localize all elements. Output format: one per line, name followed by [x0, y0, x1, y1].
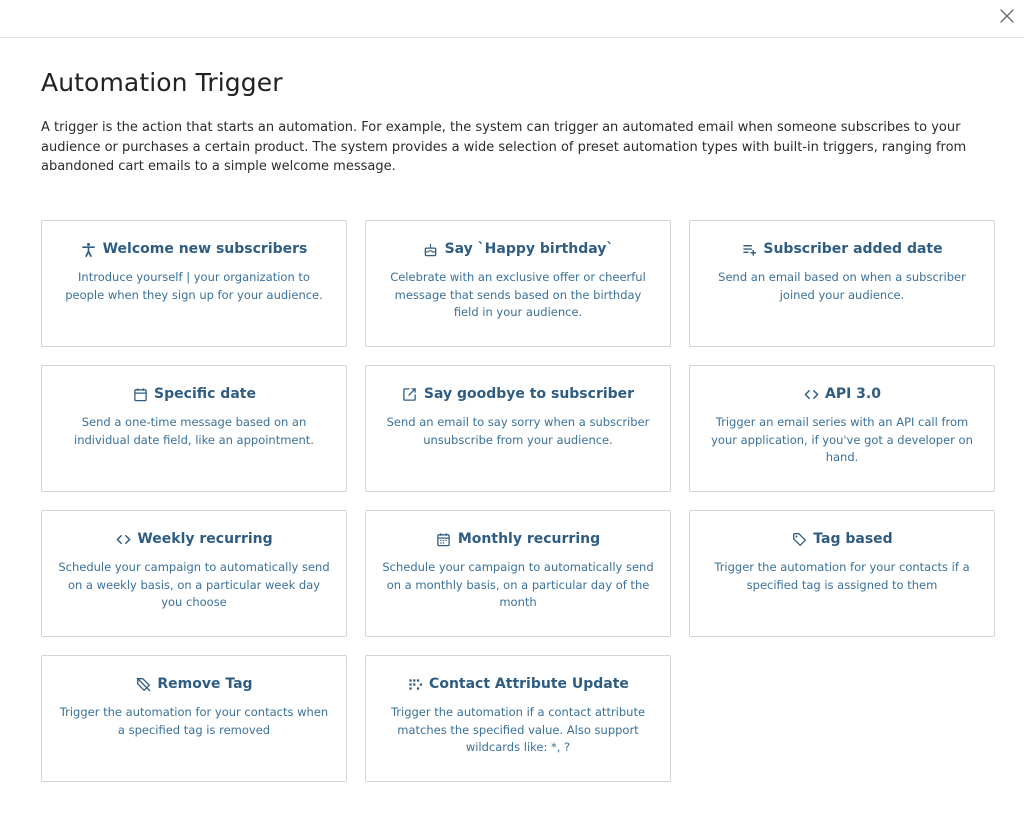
card-description: Trigger the automation if a contact attribute matches the specified value. Also support wildcards like: *, ? [390, 705, 646, 754]
card-title: Weekly recurring [137, 531, 273, 547]
modal-header-bar [0, 0, 1024, 38]
cake-icon [423, 241, 439, 257]
card-header [382, 239, 654, 259]
card-header [58, 674, 330, 694]
card-description: Send a one-time message based on an individual date field, like an appointment. [74, 415, 314, 447]
tag-off-icon [135, 676, 151, 692]
trigger-card-contact-attribute[interactable] [365, 655, 671, 782]
trigger-card-welcome[interactable] [41, 220, 347, 347]
card-title: Remove Tag [157, 676, 253, 692]
card-title: Specific date [154, 386, 256, 402]
card-header [382, 384, 654, 404]
close-icon[interactable] [999, 8, 1015, 24]
card-header [706, 239, 978, 259]
card-header [58, 239, 330, 259]
trigger-card-monthly[interactable] [365, 510, 671, 637]
intro-text: A trigger is the action that starts an automation. For example, the system can trigger an automated email when someone subscribes to your audience or purchases a certain product. The system provides a wide selection of preset automation types with built-in triggers, ranging from abandoned cart emails to a simple welcome message. [41, 120, 967, 174]
card-title: Tag based [813, 531, 893, 547]
card-header [706, 529, 978, 549]
card-title: Say goodbye to subscriber [423, 386, 635, 402]
trigger-card-weekly[interactable] [41, 510, 347, 637]
card-header [58, 384, 330, 404]
playlist-add-icon [741, 241, 757, 257]
card-title: Contact Attribute Update [429, 676, 629, 692]
trigger-card-remove-tag[interactable] [41, 655, 347, 782]
trigger-card-subscriber-added-date[interactable] [689, 220, 995, 347]
dots-grid-icon [407, 676, 423, 692]
card-title: Welcome new subscribers [102, 241, 308, 257]
calendar-month-icon [436, 531, 452, 547]
card-description: Introduce yourself | your organization to people when they sign up for your audience. [65, 270, 323, 302]
card-description: Trigger an email series with an API call from your application, if you've got a developer on hand. [711, 415, 973, 464]
trigger-card-birthday[interactable] [365, 220, 671, 347]
trigger-grid [41, 220, 994, 782]
card-description: Trigger the automation for your contacts when a specified tag is removed [59, 705, 329, 737]
card-header [382, 674, 654, 694]
trigger-card-specific-date[interactable] [41, 365, 347, 492]
trigger-card-api[interactable] [689, 365, 995, 492]
code-icon [115, 531, 131, 547]
card-title: API 3.0 [825, 386, 881, 402]
calendar-icon [132, 386, 148, 402]
card-title: Say `Happy birthday` [444, 241, 614, 257]
card-header [382, 529, 654, 549]
card-title: Subscriber added date [763, 241, 943, 257]
card-header [58, 529, 330, 549]
external-edit-icon [402, 386, 418, 402]
card-description: Send an email to say sorry when a subscriber unsubscribe from your audience. [386, 415, 650, 447]
page-title: Automation Trigger [41, 68, 283, 97]
trigger-card-goodbye[interactable] [365, 365, 671, 492]
card-title: Monthly recurring [457, 531, 601, 547]
trigger-card-tag-based[interactable] [689, 510, 995, 637]
accessibility-icon [81, 241, 97, 257]
card-description: Schedule your campaign to automatically send on a weekly basis, on a particular week day you choose [58, 560, 330, 609]
card-description: Trigger the automation for your contacts if a specified tag is assigned to them [714, 560, 970, 592]
code-icon [803, 386, 819, 402]
card-description: Send an email based on when a subscriber joined your audience. [718, 270, 966, 302]
tag-icon [791, 531, 807, 547]
card-description: Schedule your campaign to automatically send on a monthly basis, on a particular day of the month [382, 560, 654, 609]
card-description: Celebrate with an exclusive offer or cheerful message that sends based on the birthday field in your audience. [390, 270, 646, 319]
card-header [706, 384, 978, 404]
